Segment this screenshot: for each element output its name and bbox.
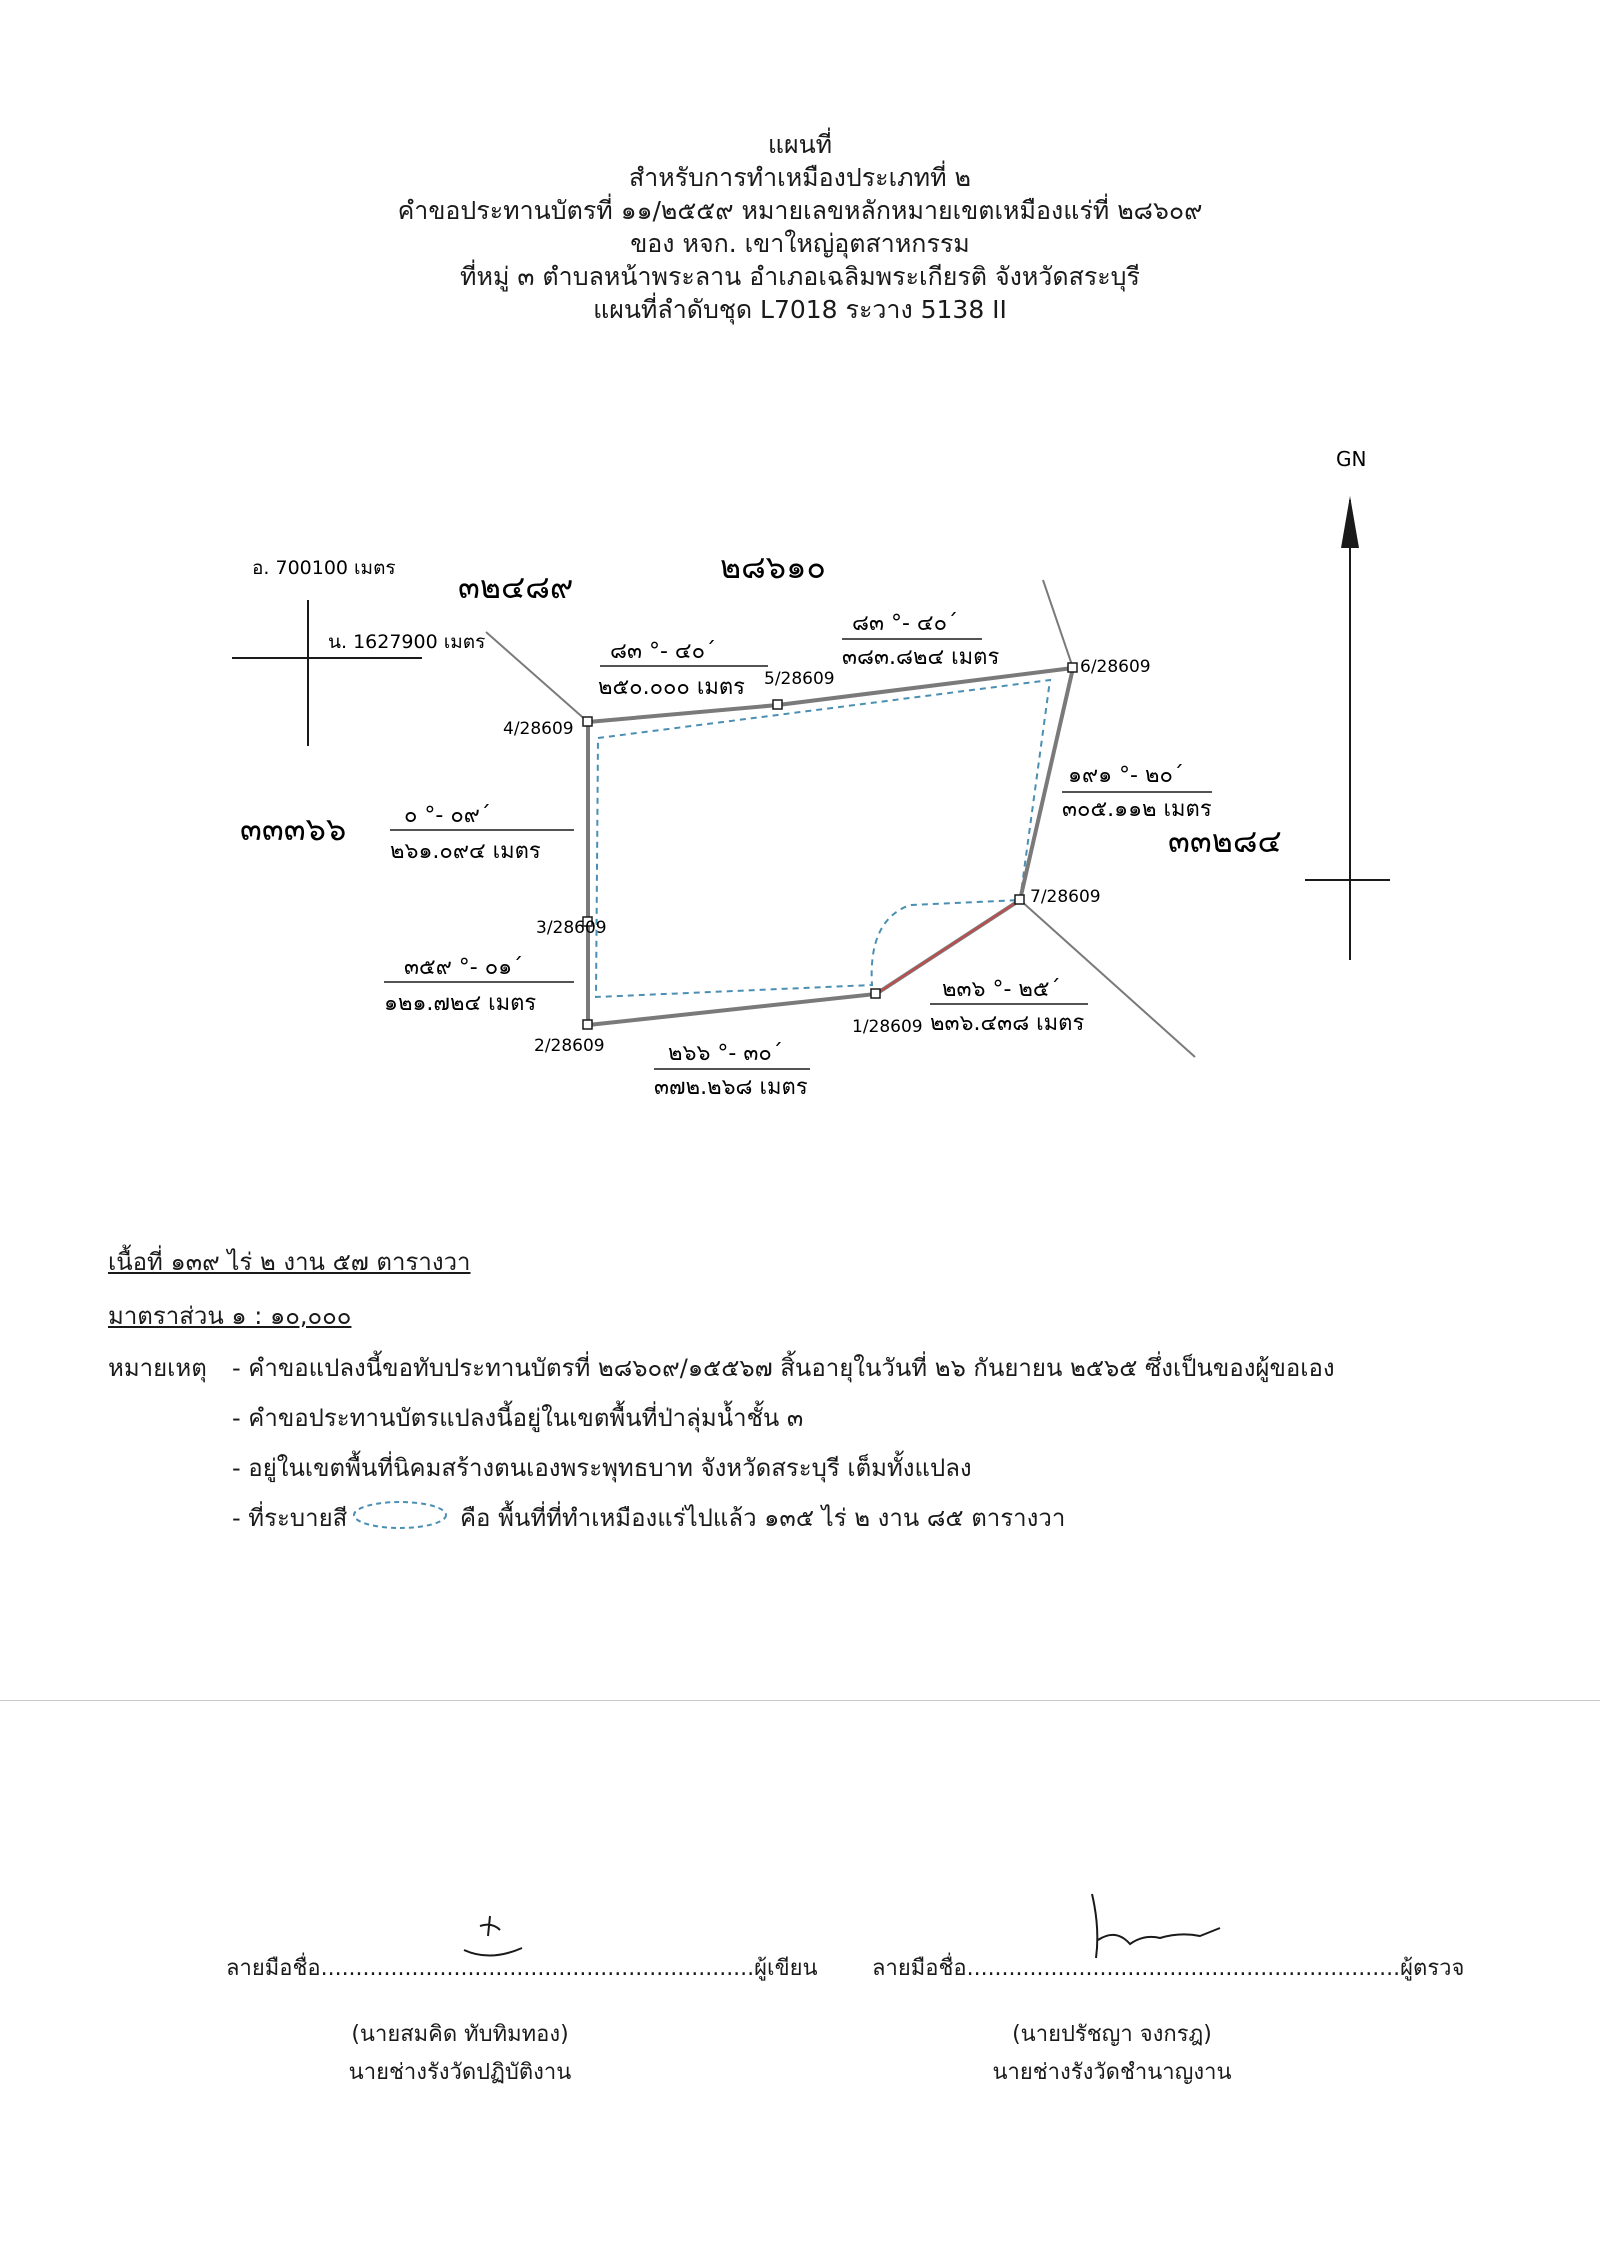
peg-label-2: 2/28609	[534, 1036, 605, 1056]
peg-label-3: 3/28609	[536, 918, 607, 938]
bearing-6-7: ๑๙๑ °- ๒๐´	[1068, 763, 1184, 788]
neighbor-boundary-n	[1043, 580, 1073, 668]
peg-label-5: 5/28609	[764, 669, 835, 689]
writer-signature-line: ลายมือชื่อ..............................................................ผู้เขียน	[226, 1956, 818, 1981]
inspector-name: (นายปรัชญา จงกรฎ)	[1012, 2022, 1212, 2047]
peg-marker-5	[773, 700, 782, 709]
inspector-signature-line: ลายมือชื่อ..............................................................ผู้ตรวจ	[872, 1956, 1465, 1981]
neighbor-top-left: ๓๒๔๘๙	[458, 568, 574, 606]
neighbor-top: ๒๘๖๑๐	[720, 548, 826, 586]
header-title: แผนที่	[767, 130, 833, 159]
distance-3-4: ๒๖๑.๐๙๔ เมตร	[390, 839, 541, 864]
distance-7-1: ๒๓๖.๔๓๘ เมตร	[930, 1011, 1085, 1036]
distance-6-7: ๓๐๕.๑๑๒ เมตร	[1062, 797, 1212, 822]
concession-boundary	[588, 668, 1073, 1025]
mined-area-outline	[596, 680, 1050, 997]
bearing-4-5: ๘๓ °- ๔๐´	[610, 639, 717, 664]
note-4-text: คือ พื้นที่ที่ทำเหมืองแร่ไปแล้ว ๑๓๕ ไร่ ๒ งาน ๘๕ ตารางวา	[460, 1504, 1066, 1532]
distance-5-6: ๓๘๓.๘๒๔ เมตร	[842, 645, 1000, 670]
bearing-2-3: ๓๕๙ °- ๐๑´	[404, 955, 524, 980]
peg-marker-2	[583, 1020, 592, 1029]
area-text: เนื้อที่ ๑๓๙ ไร่ ๒ งาน ๕๗ ตารางวา	[108, 1248, 471, 1276]
distance-2-3: ๑๒๑.๗๒๔ เมตร	[384, 991, 537, 1016]
scale-text	[108, 1296, 351, 1335]
coord-easting: อ. 700100 เมตร	[252, 557, 396, 579]
note-4-prefix: - ที่ระบายสี	[232, 1504, 348, 1532]
peg-label-1: 1/28609	[852, 1017, 923, 1037]
peg-label-6: 6/28609	[1080, 657, 1151, 677]
bearing-1-2: ๒๖๖ °- ๓๐´	[668, 1041, 783, 1066]
bearing-3-4: ๐ °- ๐๙´	[404, 803, 491, 828]
note-3: - อยู่ในเขตพื้นที่นิคมสร้างตนเองพระพุทธบาท จังหวัดสระบุรี เต็มทั้งแปลง	[232, 1454, 972, 1482]
peg-marker-6	[1068, 663, 1077, 672]
distance-4-5: ๒๕๐.๐๐๐ เมตร	[598, 675, 745, 700]
bearing-7-1: ๒๓๖ °- ๒๕´	[942, 977, 1061, 1002]
neighbor-left: ๓๓๓๖๖	[240, 810, 347, 848]
peg-label-7: 7/28609	[1030, 887, 1101, 907]
peg-marker-4	[583, 717, 592, 726]
bearing-5-6: ๘๓ °- ๔๐´	[852, 611, 959, 636]
neighbor-right: ๓๓๒๘๔	[1168, 822, 1282, 860]
page-divider	[0, 1700, 1600, 1701]
north-arrow-head	[1341, 496, 1359, 548]
coord-northing: น. 1627900 เมตร	[328, 631, 486, 653]
distance-1-2: ๓๗๒.๒๖๘ เมตร	[654, 1075, 808, 1100]
note-1: - คำขอแปลงนี้ขอทับประทานบัตรที่ ๒๘๖๐๙/๑๕๕๖๗ สิ้นอายุในวันที่ ๒๖ กันยายน ๒๕๖๕ ซึ่งเป็นของผู้ขอเอง	[232, 1354, 1335, 1382]
header-mining-type: สำหรับการทำเหมืองประเภทที่ ๒	[628, 163, 972, 192]
north-label: GN	[1336, 447, 1367, 471]
writer-name: (นายสมคิด ทับทิมทอง)	[351, 2022, 569, 2047]
peg-marker-1	[871, 989, 880, 998]
header-location: ที่หมู่ ๓ ตำบลหน้าพระลาน อำเภอเฉลิมพระเกียรติ จังหวัดสระบุรี	[460, 262, 1140, 291]
peg-marker-7	[1015, 895, 1024, 904]
notes-heading: หมายเหตุ	[108, 1354, 207, 1382]
header-request-number: คำขอประทานบัตรที่ ๑๑/๒๕๕๙ หมายเลขหลักหมายเขตเหมืองแร่ที่ ๒๘๖๐๙	[397, 196, 1203, 225]
scale-value: มาตราส่วน ๑ : ๑๐,๐๐๐	[108, 1302, 352, 1330]
peg-label-4: 4/28609	[503, 719, 574, 739]
note-2: - คำขอประทานบัตรแปลงนี้อยู่ในเขตพื้นที่ป่าลุ่มน้ำชั้น ๓	[232, 1404, 804, 1432]
header-map-series: แผนที่ลำดับชุด L7018 ระวาง 5138 II	[593, 295, 1007, 324]
header-applicant: ของ หจก. เขาใหญ่อุตสาหกรรม	[630, 229, 970, 258]
inspector-title: นายช่างรังวัดชำนาญงาน	[992, 2060, 1232, 2085]
mined-area-legend-icon	[348, 1498, 452, 1532]
neighbor-boundary-nw	[486, 632, 588, 722]
writer-title: นายช่างรังวัดปฏิบัติงาน	[348, 2060, 572, 2085]
